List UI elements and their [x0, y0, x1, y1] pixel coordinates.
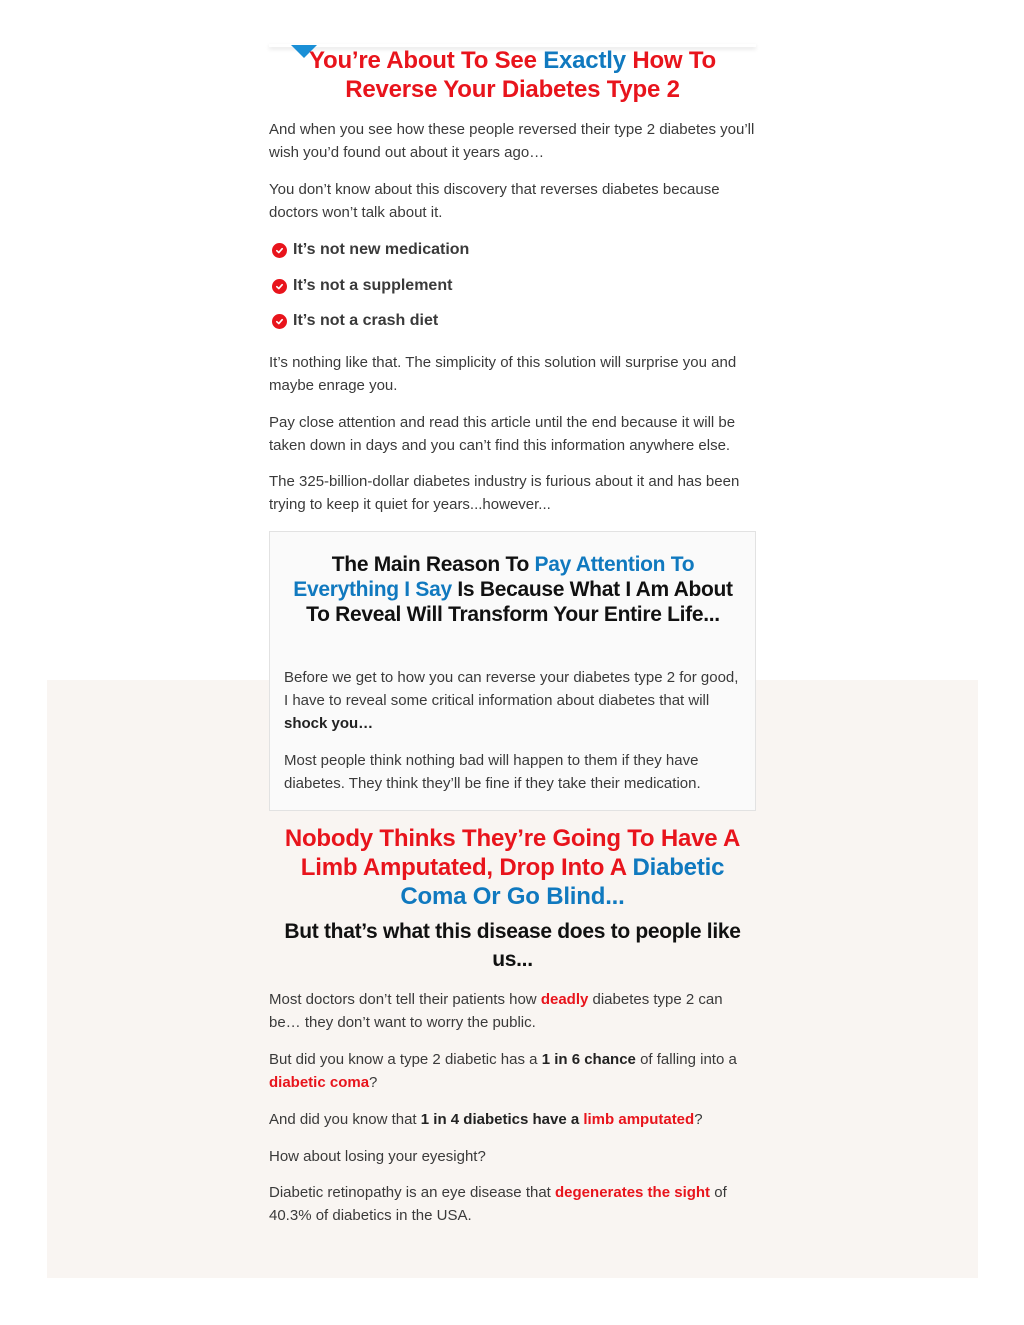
- headline-part1: You’re About To See: [308, 47, 544, 74]
- body-paragraph-industry: The 325-billion-dollar diabetes industry is furious about it and has been trying to keep it quiet for years...however...: [269, 473, 740, 513]
- text-run: of 40.3% of diabetics in the USA.: [269, 1184, 727, 1224]
- highlight-ratio: 1 in 4 diabetics have a: [420, 1111, 584, 1128]
- checklist-item-label: It’s not a supplement: [293, 277, 453, 294]
- checklist-item-label: It’s not new medication: [293, 241, 470, 258]
- highlight-sight: degenerates the sight: [555, 1184, 711, 1201]
- text-run: ?: [694, 1111, 703, 1128]
- amputation-paragraph: [269, 1108, 756, 1131]
- text-run: But did you know a type 2 diabetic has a: [269, 1051, 542, 1068]
- text-run: diabetes type 2 can be… they don’t want to worry the public.: [269, 991, 723, 1031]
- deadly-paragraph: [269, 988, 756, 1034]
- body-paragraph-simplicity: It’s nothing like that. The simplicity of this solution will surprise you and maybe enrage you.: [269, 354, 737, 394]
- text-run: of falling into a: [635, 1051, 737, 1068]
- checklist-item-label: It’s not a crash diet: [293, 312, 439, 329]
- amputation-subheading: But that’s what this disease does to people like us...: [284, 920, 741, 971]
- highlight-chance: 1 in 6 chance: [541, 1051, 636, 1068]
- checklist-item: [272, 276, 452, 296]
- intro-paragraph-2: You don’t know about this discovery that reverses diabetes because doctors won’t talk about it.: [269, 181, 720, 221]
- body-paragraph-attention: Pay close attention and read this article until the end because it will be taken down in days and you can’t find this information anywhere else.: [269, 414, 736, 454]
- red-check-icon: [272, 279, 287, 294]
- callout-heading-highlight: Pay Attention To Everything I Say: [293, 553, 695, 601]
- highlight-deadly: deadly: [540, 991, 589, 1008]
- callout-heading: [284, 552, 742, 627]
- text-run: Diabetic retinopathy is an eye disease that: [269, 1184, 556, 1201]
- callout-paragraph-2: Most people think nothing bad will happen to them if they have diabetes. They think they’ll be fine if they take their medication.: [284, 752, 701, 792]
- callout-box: [269, 531, 756, 811]
- red-check-icon: [272, 243, 287, 258]
- amputation-headline-highlight: Diabetic Coma Or Go Blind...: [400, 854, 725, 910]
- callout-paragraph-1: [284, 666, 744, 735]
- intro-paragraph-1: And when you see how these people reversed their type 2 diabetes you’ll wish you’d found out about it years ago…: [269, 121, 755, 161]
- amputation-headline: [269, 824, 756, 911]
- headline-highlight: Exactly: [543, 47, 626, 74]
- callout-heading-part3: Is Because What I Am About To Reveal Will Transform Your Entire Life...: [306, 578, 733, 626]
- highlight-shock: shock you…: [284, 715, 374, 732]
- amputation-headline-part1: Nobody Thinks They’re Going To Have A Limb Amputated, Drop Into A: [284, 825, 741, 881]
- highlight-limb: limb amputated: [583, 1111, 695, 1128]
- text-run: Most doctors don’t tell their patients how: [269, 991, 541, 1008]
- checklist-item: [272, 240, 469, 260]
- main-headline: [269, 46, 756, 104]
- eyesight-question: How about losing your eyesight?: [269, 1148, 486, 1165]
- text-run: Before we get to how you can reverse your diabetes type 2 for good, I have to reveal some critical information about diabetes that will: [284, 669, 739, 709]
- highlight-coma: diabetic coma: [269, 1074, 370, 1091]
- headline-part3: How To Reverse Your Diabetes Type 2: [345, 47, 717, 103]
- retinopathy-paragraph: [269, 1181, 756, 1227]
- text-run: ?: [369, 1074, 378, 1091]
- coma-paragraph: [269, 1048, 756, 1094]
- text-run: And did you know that: [269, 1111, 421, 1128]
- red-check-icon: [272, 314, 287, 329]
- checklist-item: [272, 311, 438, 331]
- callout-heading-part1: The Main Reason To: [331, 553, 535, 576]
